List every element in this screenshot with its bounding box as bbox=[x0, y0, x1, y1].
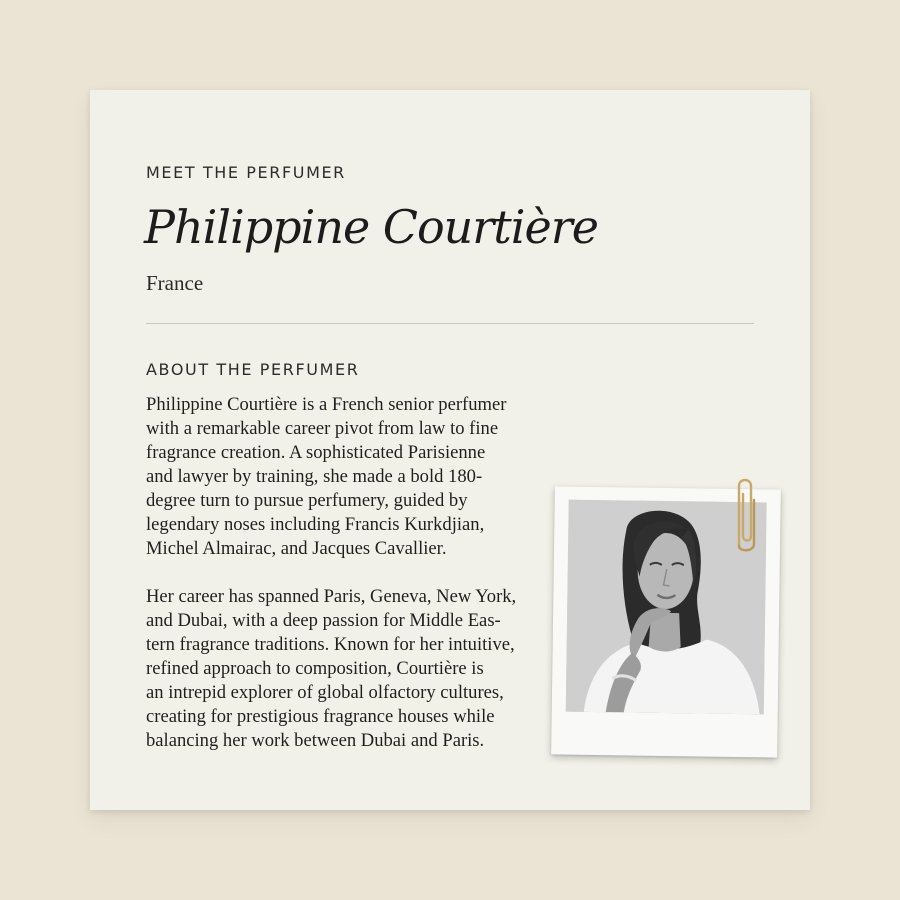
bio-line: degree turn to pursue perfumery, guided by bbox=[146, 490, 468, 511]
bio-paragraph-1 bbox=[146, 393, 531, 561]
bio-paragraph-2 bbox=[146, 585, 531, 753]
bio-line: Michel Almairac, and Jacques Cavallier. bbox=[146, 538, 447, 559]
bio-line: and Dubai, with a deep passion for Middle Eas- bbox=[146, 610, 501, 631]
bio-line: creating for prestigious fragrance houses while bbox=[146, 706, 495, 727]
bio-line: Philippine Courtière is a French senior perfumer bbox=[146, 394, 507, 415]
meet-eyebrow: MEET THE PERFUMER bbox=[146, 163, 346, 182]
bio-line: legendary noses including Francis Kurkdjian, bbox=[146, 514, 485, 535]
section-divider bbox=[146, 323, 754, 324]
perfumer-name: Philippine Courtière bbox=[144, 200, 598, 254]
perfumer-card bbox=[90, 90, 810, 810]
paperclip-icon bbox=[730, 472, 760, 552]
bio-line: tern fragrance traditions. Known for her intuitive, bbox=[146, 634, 515, 655]
about-eyebrow: ABOUT THE PERFUMER bbox=[146, 360, 360, 379]
bio-line: and lawyer by training, she made a bold 180- bbox=[146, 466, 483, 487]
bio-line: Her career has spanned Paris, Geneva, New York, bbox=[146, 586, 517, 607]
bio-line: fragrance creation. A sophisticated Parisienne bbox=[146, 442, 486, 463]
bio-line: balancing her work between Dubai and Paris. bbox=[146, 730, 485, 751]
bio-line: refined approach to composition, Courtière is bbox=[146, 658, 484, 679]
bio-line: with a remarkable career pivot from law to fine bbox=[146, 418, 499, 439]
perfumer-country: France bbox=[146, 271, 204, 295]
bio-line: an intrepid explorer of global olfactory cultures, bbox=[146, 682, 504, 703]
